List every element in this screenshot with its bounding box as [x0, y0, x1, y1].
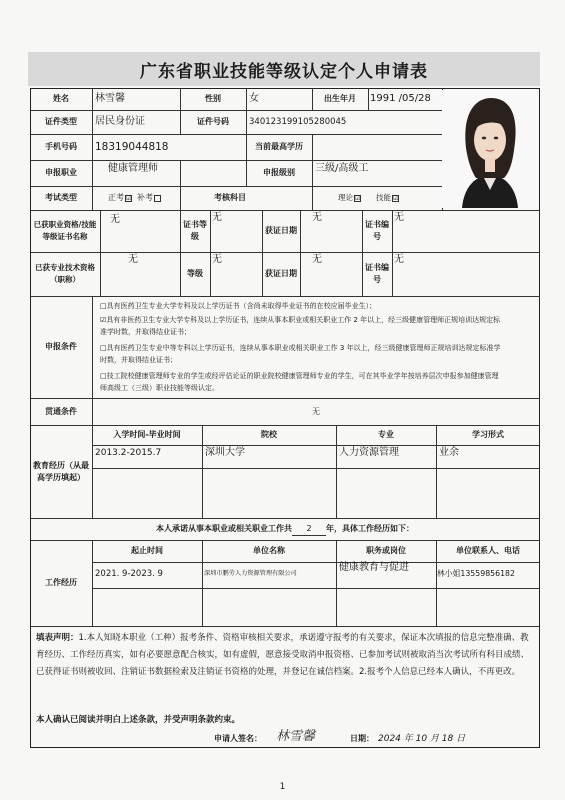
education-label: 当前最高学历 [255, 142, 303, 151]
exam-type-makeup-checkbox[interactable] [154, 195, 161, 202]
declaration-body: 1.本人知晓本职业（工种）报考条件、资格审核相关要求，承诺遵守报考的有关要求，保证本次填报的信息完整准确、教育经历、工作经历真实，如有必要愿意配合核实，如有虚假，愿意接受取消申报资格、已参加考试则被取消当次考试所有科目成绩、已获得证书则被收回、注销证书数据检索及注销证书资格的处理，并登记在诚信档案。2.报考个人信息已经本人确认，不再更改。 [36, 633, 530, 677]
row-line [92, 588, 540, 589]
col-line [92, 88, 93, 210]
birth-label: 出生年月 [324, 94, 356, 103]
consistent-value[interactable]: 无 [312, 406, 320, 416]
consistent-label: 贯通条件 [45, 406, 77, 416]
page-number: 1 [279, 782, 286, 792]
col-line [392, 210, 393, 296]
col-line [100, 210, 101, 296]
work-pledge-suffix: 年，具体工作经历如下： [326, 524, 414, 533]
phone-label: 手机号码 [45, 142, 77, 151]
cert-date-value[interactable]: 无 [312, 212, 322, 223]
work-time-value[interactable]: 2021. 9-2023. 9 [95, 569, 163, 579]
edu-time-value[interactable]: 2013.2-2015.7 [95, 448, 162, 458]
signature-label: 申请人签名： [214, 734, 262, 743]
tech-date-value[interactable]: 无 [312, 254, 322, 265]
gender-value[interactable]: 女 [249, 93, 259, 104]
condition-item-4[interactable]: □技工院校健康管理师专业的学生或经评估论证的职业院校健康管理师专业的学生，可在其毕业学年按培养层次申报参加健康管理师高级工（三级）职业技能等级认定。 [100, 372, 499, 392]
col-line [210, 210, 211, 296]
exam-type-label: 考试类型 [45, 193, 77, 202]
edu-history-label: 教育经历（从最高学历填起） [33, 460, 89, 482]
birth-value[interactable]: 1991 /05/28 [370, 93, 431, 104]
id-no-value[interactable]: 340123199105280045 [249, 117, 347, 127]
signature-value[interactable]: 林雪馨 [276, 729, 316, 744]
edu-header-time: 入学时间-毕业时间 [113, 430, 181, 439]
condition-item-3[interactable]: □具有医药卫生专业中等专科以上学历证书，连续从事本职业或相关职业工作 3 年以上，经三级健康管理师正规培训达规定标准学时数，并取得结业证书； [100, 344, 501, 364]
condition-item-1[interactable]: □具有医药卫生专业大学专科及以上学历证书（含尚未取得毕业证书的在校应届毕业生）； [100, 302, 377, 310]
col-line [312, 134, 313, 210]
exam-type-options [108, 186, 180, 210]
edu-school-value[interactable]: 深圳大学 [205, 447, 245, 458]
tech-level-value[interactable]: 无 [212, 254, 222, 265]
cert-no-value[interactable]: 无 [394, 212, 404, 223]
name-value[interactable]: 林雪馨 [95, 93, 125, 104]
declaration-confirm: 本人确认已阅读并明白上述条款，并受声明条款约束。 [36, 715, 241, 725]
edu-header-major: 专业 [378, 430, 394, 439]
work-header-position: 职务或岗位 [366, 546, 406, 555]
applicant-photo [442, 90, 538, 208]
subject-skill: 技能 [376, 193, 391, 202]
exam-type-normal: 正考 [108, 193, 124, 202]
declaration-text [36, 630, 536, 681]
id-type-label: 证件类型 [45, 117, 77, 126]
occupation-label: 申报职业 [45, 168, 77, 177]
work-pledge [30, 518, 540, 540]
edu-header-form: 学习形式 [472, 430, 504, 439]
id-no-label: 证件号码 [197, 117, 229, 126]
name-label: 姓名 [53, 94, 69, 103]
work-company-value[interactable]: 深圳市鹏劳人力资源管理有限公司 [204, 570, 297, 577]
cert-name-label: 已获职业资格/技能等级证书名称 [33, 220, 97, 241]
cert-name-value[interactable]: 无 [110, 214, 120, 225]
declaration-lead: 填表声明： [36, 633, 79, 643]
cert-date-label: 获证日期 [265, 226, 297, 235]
phone-value[interactable]: 18319044818 [95, 141, 169, 153]
gender-label: 性别 [205, 94, 221, 103]
subject-theory-checkbox[interactable]: ☑ [355, 194, 361, 202]
work-years-value[interactable]: 2 [292, 523, 326, 536]
work-position-value[interactable]: 健康教育与促进 [339, 562, 409, 573]
work-header-contact: 单位联系人、电话 [456, 546, 520, 555]
row-line [30, 626, 540, 627]
tech-cert-value[interactable]: 无 [128, 254, 138, 265]
form-title: 广东省职业技能等级认定个人申请表 [140, 61, 428, 82]
edu-header-school: 院校 [261, 430, 277, 439]
exam-type-makeup: 补考 [137, 193, 153, 202]
row-line [92, 468, 540, 469]
conditions-label: 申报条件 [45, 342, 77, 351]
exam-subject-options [338, 186, 440, 210]
subject-skill-checkbox[interactable]: ☑ [393, 194, 399, 202]
exam-type-normal-checkbox[interactable]: ☑ [126, 194, 132, 202]
condition-item-2[interactable]: ☑具有非医药卫生专业大学专科及以上学历证书，连续从事本职业或相关职业工作 2 年以上，经三级健康管理师正规培训达规定标准学时数，并取得结业证书； [100, 316, 501, 336]
subject-theory: 理论 [338, 193, 353, 202]
cert-no-label: 证书编号 [365, 220, 389, 241]
education-value[interactable] [315, 134, 440, 160]
level-label: 申报级别 [263, 168, 295, 177]
date-value[interactable]: 2024 年 10 月 18 日 [378, 734, 466, 744]
work-contact-value[interactable]: 林小姐13559856182 [437, 569, 515, 578]
title-bar [28, 52, 540, 86]
tech-no-label: 证书编号 [365, 263, 389, 284]
occupation-value[interactable]: 健康管理师 [108, 163, 158, 174]
id-type-value[interactable]: 居民身份证 [95, 116, 145, 127]
level-value[interactable]: 三级/高级工 [315, 163, 369, 174]
cert-level-label: 证书等级 [183, 220, 207, 241]
edu-major-value[interactable]: 人力资源管理 [339, 447, 399, 458]
tech-no-value[interactable]: 无 [394, 254, 404, 265]
col-line [368, 88, 369, 110]
date-label: 日期： [350, 734, 374, 743]
tech-level-label: 等级 [187, 269, 203, 278]
work-history-label: 工作经历 [45, 578, 77, 587]
row-line [30, 296, 540, 297]
exam-subject-label: 考核科目 [214, 193, 246, 202]
work-header-time: 起止时间 [131, 546, 163, 555]
portrait-image [442, 90, 538, 208]
tech-date-label: 获证日期 [265, 269, 297, 278]
work-pledge-prefix: 本人承诺从事本职业或相关职业工作共 [156, 524, 292, 533]
cert-level-value[interactable]: 无 [212, 212, 222, 223]
work-header-company: 单位名称 [253, 546, 285, 555]
edu-form-value[interactable]: 业余 [439, 447, 459, 458]
col-line [300, 210, 301, 296]
tech-cert-label: 已获专业技术资格（职称） [35, 263, 95, 284]
